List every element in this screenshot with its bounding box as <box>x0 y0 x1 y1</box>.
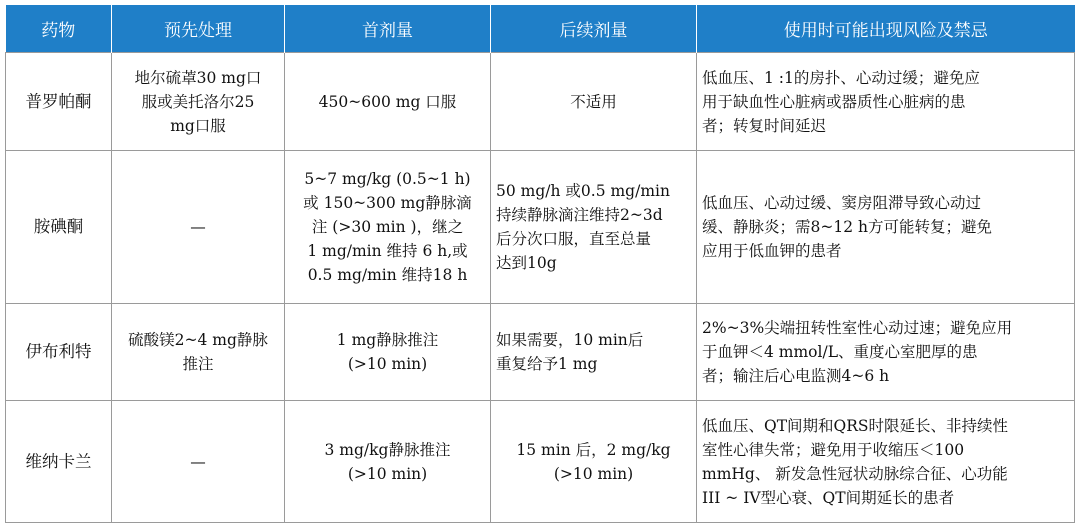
header-first-dose: 首剂量 <box>285 5 491 53</box>
drug-table-container <box>5 5 1074 523</box>
cell-line: mg口服 <box>170 116 226 135</box>
header-drug: 药物 <box>6 5 112 53</box>
cell-line: (>10 min) <box>347 464 428 483</box>
cell-line: 1 mg/min 维持 6 h,或 <box>307 242 468 260</box>
table-row <box>6 53 1075 151</box>
header-followup-dose: 后续剂量 <box>491 5 697 53</box>
cell-line: 服或美托洛尔25 <box>141 92 255 111</box>
pretreatment-cell <box>112 401 285 523</box>
cell-line: III ~ IV型心衰、QT间期延长的患者 <box>702 488 955 507</box>
cell-line: 0.5 mg/min 维持18 h <box>307 266 468 284</box>
followup-dose-cell <box>491 304 697 401</box>
cell-line: 或 150~300 mg静脉滴 <box>303 194 472 212</box>
cell-line: mmHg、 新发急性冠状动脉综合征、心功能 <box>702 464 1008 483</box>
followup-dose-cell <box>491 53 697 151</box>
cell-line: 5~7 mg/kg (0.5~1 h) <box>304 170 471 188</box>
cell-line: 用于缺血性心脏病或器质性心脏病的患 <box>702 92 966 111</box>
risk-cell <box>697 151 1075 304</box>
pretreatment-cell <box>112 304 285 401</box>
cell-line: 不适用 <box>570 92 617 111</box>
pretreatment-cell <box>112 53 285 151</box>
followup-dose-cell <box>491 151 697 304</box>
cell-line: 地尔硫䓬30 mg口 <box>134 68 262 87</box>
risk-cell <box>697 304 1075 401</box>
table-row <box>6 401 1075 523</box>
cell-line: 重复给予1 mg <box>496 355 598 373</box>
first-dose-cell <box>285 304 491 401</box>
cell-line: 1 mg静脉推注 <box>336 331 439 349</box>
risk-cell <box>697 53 1075 151</box>
first-dose-cell <box>285 401 491 523</box>
followup-dose-cell <box>491 401 697 523</box>
cell-line: 者；转复时间延迟 <box>702 116 827 135</box>
cell-line: — <box>190 452 206 471</box>
cell-line: 如果需要，10 min后 <box>496 331 644 349</box>
drug-name-cell: 伊布利特 <box>6 304 112 401</box>
cell-line: 缓、静脉炎；需8~12 h方可能转复；避免 <box>702 218 992 236</box>
cell-line: 3 mg/kg静脉推注 <box>324 440 451 459</box>
drug-table <box>5 5 1075 523</box>
cell-line: (>10 min) <box>553 464 634 483</box>
cell-line: 达到10g <box>496 254 557 272</box>
cell-line: 15 min 后，2 mg/kg <box>516 440 671 459</box>
header-row <box>6 5 1075 53</box>
cell-line: 低血压、1 :1的房扑、心动过缓；避免应 <box>702 68 980 87</box>
table-row <box>6 304 1075 401</box>
cell-line: 者；输注后心电监测4~6 h <box>702 367 890 385</box>
table-row <box>6 151 1075 304</box>
first-dose-cell <box>285 53 491 151</box>
cell-line: 2%~3%尖端扭转性室性心动过速；避免应用 <box>702 319 1013 337</box>
cell-line: 应用于低血钾的患者 <box>702 242 842 260</box>
header-risk: 使用时可能出现风险及禁忌 <box>697 5 1075 53</box>
risk-cell <box>697 401 1075 523</box>
cell-line: 室性心律失常；避免用于收缩压＜100 <box>702 440 965 459</box>
cell-line: 硫酸镁2~4 mg静脉 <box>128 331 268 349</box>
drug-name-cell: 胺碘酮 <box>6 151 112 304</box>
cell-line: 450~600 mg 口服 <box>318 92 457 111</box>
cell-line: 后分次口服，直至总量 <box>496 230 652 248</box>
cell-line: — <box>190 218 206 236</box>
cell-line: 50 mg/h 或0.5 mg/min <box>496 182 670 200</box>
cell-line: 注 (>30 min )，继之 <box>311 218 464 236</box>
cell-line: 低血压、QT间期和QRS时限延长、非持续性 <box>702 416 1009 435</box>
drug-name-cell: 普罗帕酮 <box>6 53 112 151</box>
drug-name-cell: 维纳卡兰 <box>6 401 112 523</box>
cell-line: 于血钾＜4 mmol/L、重度心室肥厚的患 <box>702 343 978 361</box>
first-dose-cell <box>285 151 491 304</box>
cell-line: 持续静脉滴注维持2~3d <box>496 206 663 224</box>
cell-line: (>10 min) <box>347 355 428 373</box>
pretreatment-cell <box>112 151 285 304</box>
cell-line: 低血压、心动过缓、窦房阻滞导致心动过 <box>702 194 982 212</box>
cell-line: 推注 <box>182 355 214 373</box>
header-pretreatment: 预先处理 <box>112 5 285 53</box>
